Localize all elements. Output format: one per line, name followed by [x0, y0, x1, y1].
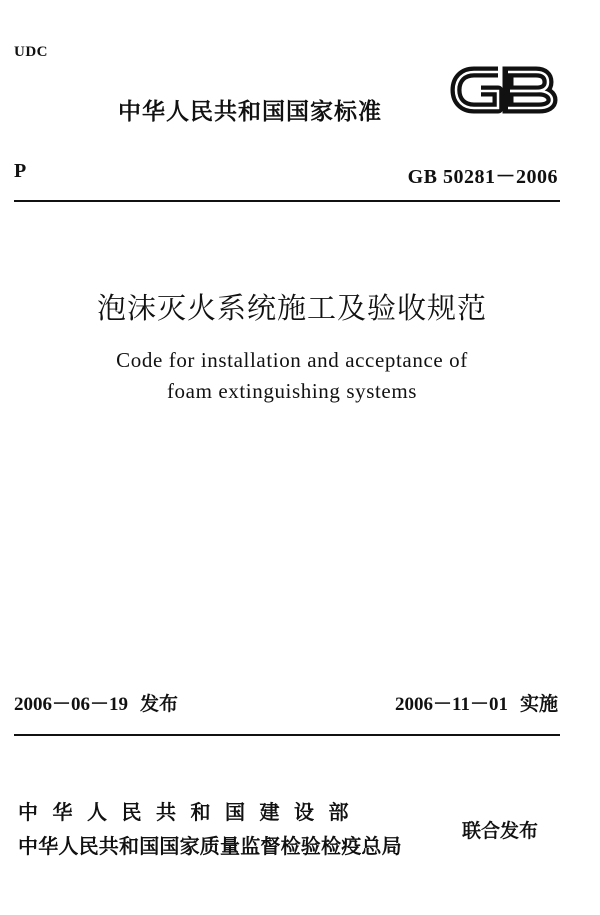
national-standard-label: 中华人民共和国国家标准 [118, 99, 382, 125]
title-english-line1: Code for installation and acceptance of [116, 348, 468, 372]
issue-date-block [14, 689, 178, 716]
implementation-label: 实施 [519, 693, 558, 715]
publisher-aqsiq: 中华人民共和国国家质量监督检验检疫总局 [18, 834, 402, 858]
gb-logo [448, 60, 560, 120]
udc-label: UDC [14, 44, 48, 60]
classification-code: P [14, 160, 27, 182]
standard-number: GB 50281－2006 [407, 166, 558, 188]
publisher-ministry: 中华人民共和国建设部 [18, 800, 363, 824]
issue-label: 发布 [140, 693, 179, 715]
bottom-divider [14, 734, 560, 736]
implementation-date-block [395, 689, 558, 716]
implementation-date: 2006－11－01 [395, 694, 508, 715]
title-chinese: 泡沫灭火系统施工及验收规范 [96, 291, 487, 325]
title-english-line2: foam extinguishing systems [166, 379, 418, 403]
joint-issue-label: 联合发布 [462, 820, 539, 842]
issue-date: 2006－06－19 [14, 694, 129, 715]
top-divider [14, 200, 560, 202]
